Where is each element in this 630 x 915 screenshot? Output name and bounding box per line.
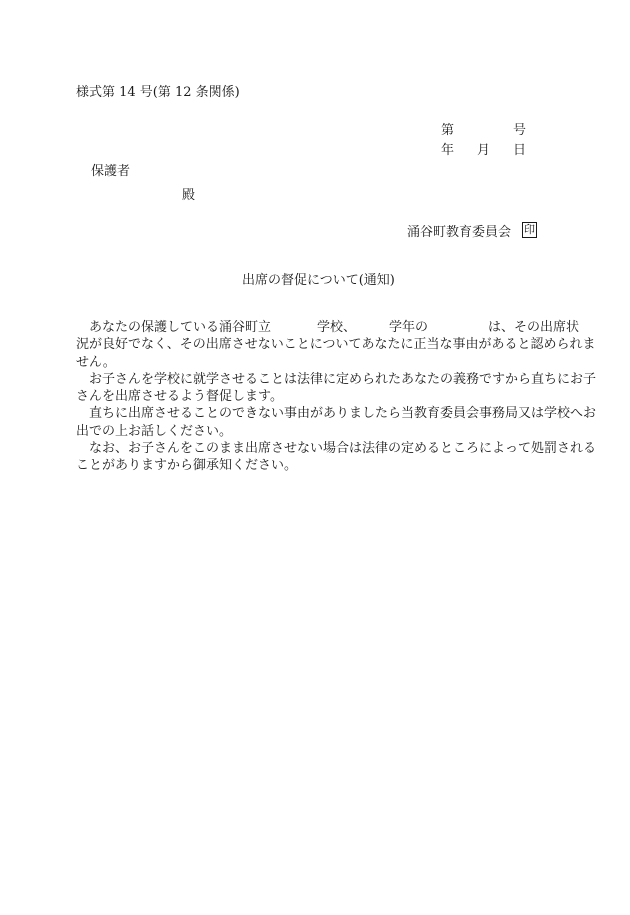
document-number-prefix: 第: [441, 123, 455, 138]
recipient-honorific: 殿: [182, 188, 196, 203]
body-line: さんを出席させるよう督促します。: [76, 389, 283, 405]
grade-blank-label: 学年の: [389, 320, 429, 335]
body-text: [76, 319, 597, 475]
form-label: 様式第 14 号(第 12 条関係): [76, 85, 240, 100]
body-line: [76, 405, 597, 422]
body-line: [76, 319, 580, 336]
body-line: 況が良好でなく、その出席させないことについてあなたに正当な事由があると認められま: [76, 337, 596, 353]
body-text-segment: 直ちに出席させることのできない事由がありましたら当教育委員会事務局又は学校へお: [89, 406, 597, 422]
notice-title: 出席の督促について(通知): [242, 273, 395, 288]
document-number-suffix: 号: [513, 123, 527, 138]
body-text-segment: あなたの保護している涌谷町立: [89, 320, 272, 335]
date-day: 日: [513, 143, 527, 158]
body-text-segment: は、その出席状: [488, 320, 580, 335]
school-blank-label: 学校、: [317, 320, 357, 335]
body-line: [76, 440, 597, 457]
body-text-segment: お子さんを学校に就学させることは法律に定められたあなたの義務ですから直ちにお子: [89, 371, 597, 387]
date-year: 年: [441, 143, 455, 158]
date-month: 月: [477, 143, 491, 158]
body-text-segment: なお、お子さんをこのまま出席させない場合は法律の定めるところによって処罰される: [89, 441, 597, 457]
seal-stamp: 印: [524, 223, 535, 236]
body-line: 出での上お話しください。: [76, 423, 233, 439]
issuer-name: 涌谷町教育委員会: [407, 225, 512, 240]
body-line: [76, 371, 597, 388]
recipient-title: 保護者: [91, 164, 131, 179]
body-line: せん。: [76, 354, 116, 370]
body-line: ことがありますから御承知ください。: [76, 458, 298, 474]
